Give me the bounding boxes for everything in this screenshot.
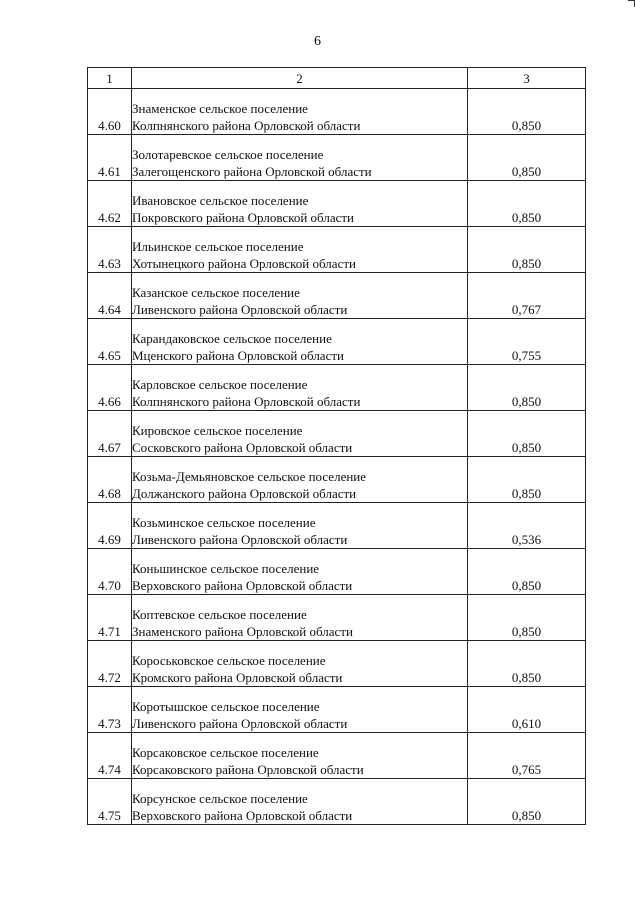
table-row — [88, 779, 586, 825]
settlement-name-cell — [132, 365, 468, 411]
district-name: Кромского района Орловской области — [132, 670, 343, 685]
table-body — [88, 89, 586, 825]
row-number: 4.65 — [88, 319, 132, 365]
row-number: 4.61 — [88, 135, 132, 181]
district-name: Верховского района Орловской области — [132, 578, 353, 593]
table-row — [88, 641, 586, 687]
header-col-3: 3 — [468, 68, 586, 89]
table-row — [88, 549, 586, 595]
table-row — [88, 411, 586, 457]
coefficient-value: 0,850 — [468, 549, 586, 595]
coefficient-value: 0,850 — [468, 779, 586, 825]
table-row — [88, 503, 586, 549]
district-name: Должанского района Орловской области — [132, 486, 357, 501]
settlement-name: Коптевское сельское поселение — [132, 607, 307, 622]
table-row — [88, 733, 586, 779]
settlement-name: Коньшинское сельское поселение — [132, 561, 320, 576]
coefficient-value: 0,850 — [468, 135, 586, 181]
settlement-name: Кировское сельское поселение — [132, 423, 303, 438]
table-header — [88, 68, 586, 89]
coefficient-value: 0,850 — [468, 457, 586, 503]
row-number: 4.74 — [88, 733, 132, 779]
page-number: 6 — [314, 34, 321, 49]
header-row — [88, 68, 586, 89]
settlement-name-cell — [132, 457, 468, 503]
coefficient-value: 0,610 — [468, 687, 586, 733]
district-name: Хотынецкого района Орловской области — [132, 256, 356, 271]
table-row — [88, 135, 586, 181]
scan-corner-mark — [628, 0, 635, 7]
row-number: 4.71 — [88, 595, 132, 641]
table-row — [88, 365, 586, 411]
district-name: Мценского района Орловской области — [132, 348, 344, 363]
row-number: 4.75 — [88, 779, 132, 825]
district-name: Ливенского района Орловской области — [132, 716, 348, 731]
settlement-name-cell — [132, 549, 468, 595]
district-name: Покровского района Орловской области — [132, 210, 355, 225]
settlement-name: Карандаковское сельское поселение — [132, 331, 332, 346]
district-name: Залегощенского района Орловской области — [132, 164, 372, 179]
table-row — [88, 457, 586, 503]
header-col-1: 1 — [88, 68, 132, 89]
row-number: 4.66 — [88, 365, 132, 411]
district-name: Верховского района Орловской области — [132, 808, 353, 823]
coefficient-value: 0,850 — [468, 181, 586, 227]
coefficient-value: 0,755 — [468, 319, 586, 365]
district-name: Колпнянского района Орловской области — [132, 118, 361, 133]
settlement-name: Карловское сельское поселение — [132, 377, 308, 392]
row-number: 4.72 — [88, 641, 132, 687]
row-number: 4.73 — [88, 687, 132, 733]
district-name: Колпнянского района Орловской области — [132, 394, 361, 409]
district-name: Знаменского района Орловской области — [132, 624, 353, 639]
row-number: 4.68 — [88, 457, 132, 503]
row-number: 4.67 — [88, 411, 132, 457]
coefficient-value: 0,850 — [468, 227, 586, 273]
settlement-name-cell — [132, 89, 468, 135]
settlement-name: Коротышское сельское поселение — [132, 699, 320, 714]
row-number: 4.63 — [88, 227, 132, 273]
settlement-name: Козьминское сельское поселение — [132, 515, 316, 530]
coefficient-value: 0,765 — [468, 733, 586, 779]
settlement-name-cell — [132, 273, 468, 319]
settlement-name-cell — [132, 181, 468, 227]
settlement-name-cell — [132, 779, 468, 825]
settlement-name-cell — [132, 641, 468, 687]
row-number: 4.69 — [88, 503, 132, 549]
coefficient-value: 0,850 — [468, 89, 586, 135]
coefficient-value: 0,850 — [468, 411, 586, 457]
table-row — [88, 273, 586, 319]
table-row — [88, 595, 586, 641]
settlement-name-cell — [132, 135, 468, 181]
row-number: 4.70 — [88, 549, 132, 595]
settlement-name: Ивановское сельское поселение — [132, 193, 309, 208]
district-name: Сосковского района Орловской области — [132, 440, 353, 455]
coefficient-table — [87, 67, 586, 825]
district-name: Ливенского района Орловской области — [132, 302, 348, 317]
settlement-name: Козьма-Демьяновское сельское поселение — [132, 469, 367, 484]
table-row — [88, 319, 586, 365]
row-number: 4.60 — [88, 89, 132, 135]
table-row — [88, 89, 586, 135]
settlement-name-cell — [132, 411, 468, 457]
settlement-name-cell — [132, 227, 468, 273]
settlement-name: Корсаковское сельское поселение — [132, 745, 319, 760]
coefficient-value: 0,536 — [468, 503, 586, 549]
header-col-2: 2 — [132, 68, 468, 89]
coefficient-value: 0,850 — [468, 595, 586, 641]
district-name: Корсаковского района Орловской области — [132, 762, 364, 777]
coefficient-value: 0,767 — [468, 273, 586, 319]
settlement-name: Корсунское сельское поселение — [132, 791, 308, 806]
settlement-name: Короськовское сельское поселение — [132, 653, 326, 668]
row-number: 4.64 — [88, 273, 132, 319]
table-row — [88, 687, 586, 733]
settlement-name-cell — [132, 595, 468, 641]
settlement-name: Казанское сельское поселение — [132, 285, 300, 300]
coefficient-value: 0,850 — [468, 365, 586, 411]
row-number: 4.62 — [88, 181, 132, 227]
settlement-name: Золотаревское сельское поселение — [132, 147, 324, 162]
settlement-name-cell — [132, 733, 468, 779]
settlement-name-cell — [132, 503, 468, 549]
table-row — [88, 227, 586, 273]
coefficient-value: 0,850 — [468, 641, 586, 687]
table-row — [88, 181, 586, 227]
settlement-name-cell — [132, 687, 468, 733]
settlement-name: Знаменское сельское поселение — [132, 101, 308, 116]
district-name: Ливенского района Орловской области — [132, 532, 348, 547]
settlement-name: Ильинское сельское поселение — [132, 239, 304, 254]
settlement-name-cell — [132, 319, 468, 365]
